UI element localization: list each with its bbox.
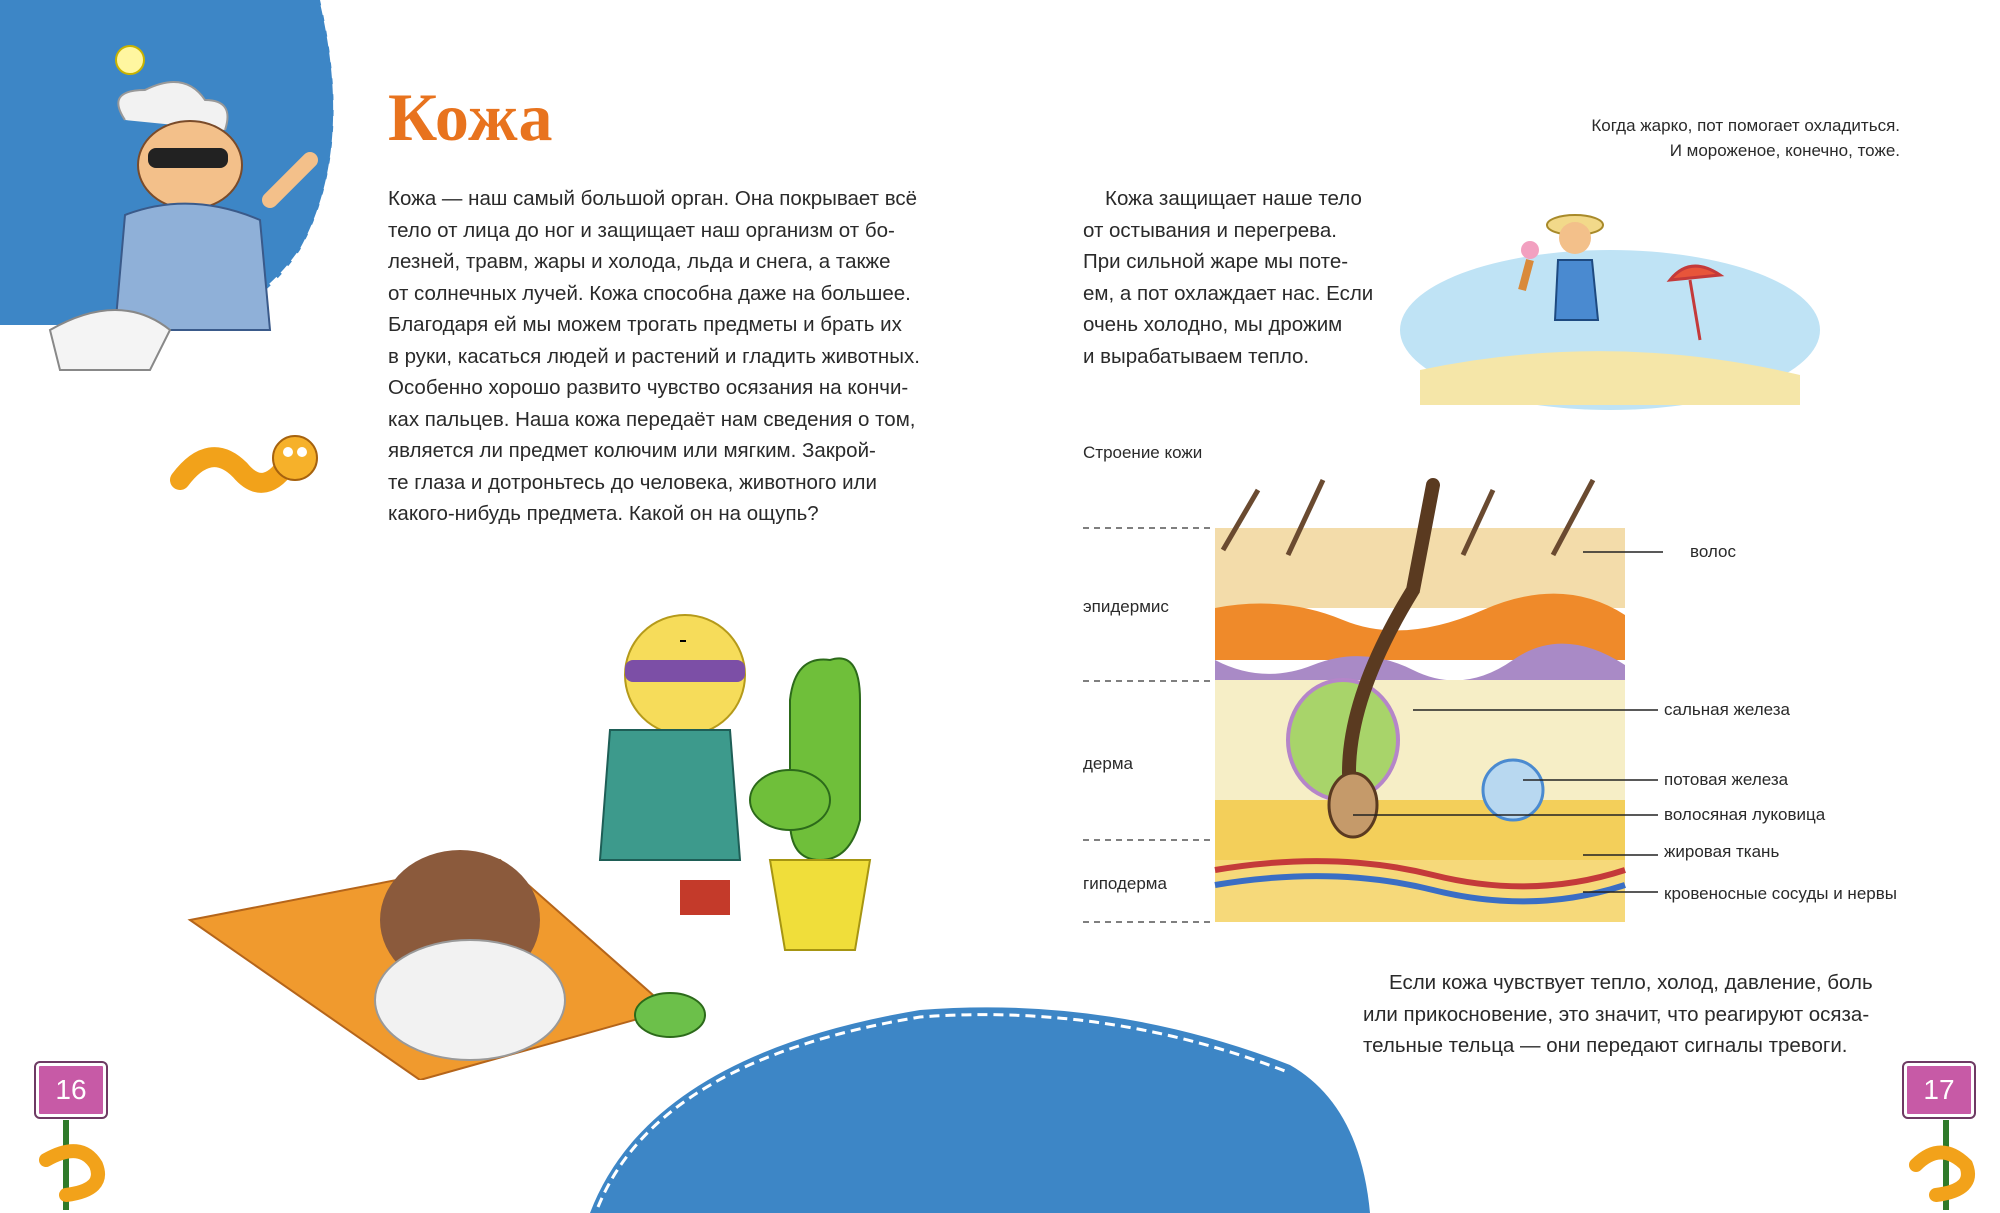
paragraph-line: тельные тельца — они передают сигналы тревоги.	[1363, 1034, 1848, 1057]
girl-icecream-illustration	[1380, 190, 1840, 420]
caption-line: Когда жарко, пот помогает охладиться.	[1591, 116, 1900, 135]
paragraph-line: Кожа — наш самый большой орган. Она покрывает всё	[388, 187, 918, 210]
page-number-right: 17	[1904, 1063, 1974, 1117]
paragraph-line: и вырабатываем тепло.	[1083, 344, 1310, 368]
paragraph-line: в руки, касаться людей и растений и гладить животных.	[388, 344, 920, 368]
layer-label-epidermis: эпидермис	[1083, 597, 1169, 616]
page-title: Кожа	[388, 79, 554, 155]
paragraph-line: очень холодно, мы дрожим	[1083, 313, 1343, 336]
image-caption	[1480, 113, 1900, 163]
paragraph-line: тело от лица до ног и защищает наш организм от бо-	[388, 218, 895, 242]
bottom-paragraph	[1363, 967, 1903, 1062]
diagram-label-hair-bulb: волосяная луковица	[1664, 805, 1826, 824]
diagram-label-vessels-nerves: кровеносные сосуды и нервы	[1664, 884, 1897, 903]
page-number-left: 16	[36, 1063, 106, 1117]
paragraph-line: Кожа защищает наше тело	[1105, 187, 1362, 210]
paragraph-line: ем, а пот охлаждает нас. Если	[1083, 281, 1374, 305]
paragraph-line: Особенно хорошо развито чувство осязания на кончи-	[388, 376, 909, 399]
layer-label-dermis: дерма	[1083, 754, 1133, 773]
paragraph-line: является ли предмет колючим или мягким. Закрой-	[388, 439, 876, 462]
skin-structure-diagram	[1083, 470, 1663, 930]
left-paragraph	[388, 183, 948, 530]
caption-line: И мороженое, конечно, тоже.	[1669, 141, 1900, 160]
diagram-label-hair: волос	[1690, 542, 1736, 561]
layer-label-hypodermis: гиподерма	[1083, 874, 1167, 893]
left-page-snake-icon	[36, 1120, 126, 1210]
diagram-label-sweat-gland: потовая железа	[1664, 770, 1789, 789]
paragraph-line: какого-нибудь предмета. Какой он на ощупь?	[388, 502, 819, 525]
diagram-title: Строение кожи	[1083, 443, 1203, 462]
professor-illustration	[30, 30, 330, 390]
paragraph-line: Если кожа чувствует тепло, холод, давление, боль	[1389, 971, 1873, 994]
paragraph-line: или прикосновение, это значит, что реагируют осяза-	[1363, 1002, 1870, 1026]
paragraph-line: лезней, травм, жары и холода, льда и снега, а также	[388, 250, 891, 273]
paragraph-line: те глаза и дотроньтесь до человека, животного или	[388, 470, 877, 494]
orange-snake-illustration	[170, 420, 320, 530]
right-page-snake-icon	[1896, 1120, 1986, 1210]
paragraph-line: от остывания и перегрева.	[1083, 218, 1337, 242]
paragraph-line: Благодаря ей мы можем трогать предметы и брать их	[388, 313, 902, 336]
diagram-label-fat-tissue: жировая ткань	[1664, 842, 1780, 861]
diagram-label-sebaceous-gland: сальная железа	[1664, 700, 1791, 719]
paragraph-line: При сильной жаре мы поте-	[1083, 250, 1349, 273]
paragraph-line: ках пальцев. Наша кожа передаёт нам сведения о том,	[388, 407, 916, 431]
right-paragraph	[1083, 183, 1403, 372]
paragraph-line: от солнечных лучей. Кожа способна даже на большее.	[388, 281, 911, 305]
children-cactus-illustration	[170, 560, 930, 1080]
